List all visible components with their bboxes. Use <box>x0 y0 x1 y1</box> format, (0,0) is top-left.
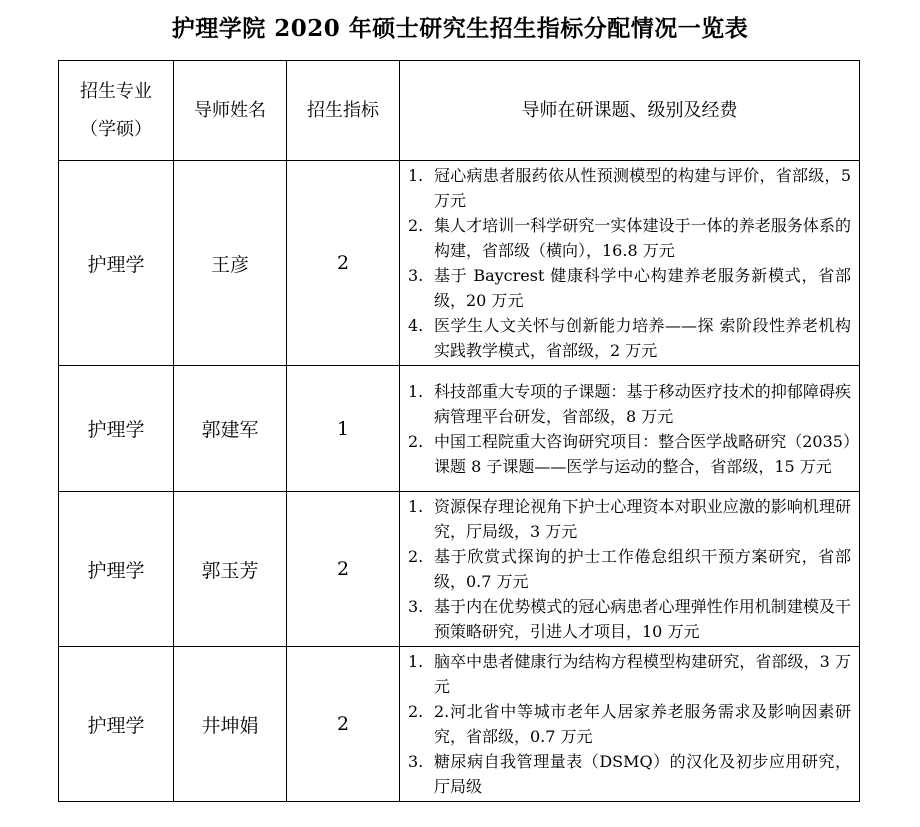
project-text: 基于 Baycrest 健康科学中心构建养老服务新模式，省部级，20 万元 <box>434 266 851 310</box>
quota-cell: 2 <box>287 161 400 366</box>
project-item <box>408 313 851 363</box>
quota-cell: 1 <box>287 366 400 492</box>
project-number: 2. <box>408 702 424 721</box>
project-item <box>408 544 851 594</box>
supervisor-cell: 井坤娟 <box>174 647 287 802</box>
major-cell: 护理学 <box>59 161 174 366</box>
project-item <box>408 213 851 263</box>
project-item <box>408 379 851 429</box>
projects-cell <box>400 492 860 647</box>
table-row <box>59 492 860 647</box>
table-row <box>59 647 860 802</box>
project-item <box>408 163 851 213</box>
document-title: 护理学院 2020 年硕士研究生招生指标分配情况一览表 <box>171 15 749 42</box>
major-cell: 护理学 <box>59 366 174 492</box>
project-number: 1. <box>408 652 424 671</box>
header-major <box>59 61 174 161</box>
project-text: 医学生人文关怀与创新能力培养——探 索阶段性养老机构实践教学模式，省部级，2 万元 <box>434 316 851 360</box>
header-major-line2: （学硕） <box>80 118 152 140</box>
header-quota: 招生指标 <box>287 61 400 161</box>
projects-cell <box>400 366 860 492</box>
project-item <box>408 699 851 749</box>
project-number: 3. <box>408 266 424 285</box>
project-number: 2. <box>408 216 424 235</box>
project-text: 资源保存理论视角下护士心理资本对职业应激的影响机理研究，厅局级，3 万元 <box>434 497 851 541</box>
project-item <box>408 494 851 544</box>
project-list <box>400 647 859 801</box>
project-list <box>400 492 859 646</box>
project-list <box>400 377 859 481</box>
project-text: 脑卒中患者健康行为结构方程模型构建研究，省部级，3 万元 <box>434 652 851 696</box>
project-number: 1. <box>408 381 424 401</box>
project-text: 科技部重大专项的子课题：基于移动医疗技术的抑郁障碍疾病管理平台研发，省部级，8 万元 <box>434 381 851 426</box>
project-text: 冠心病患者服药依从性预测模型的构建与评价，省部级，5 万元 <box>434 166 851 210</box>
project-text: 集人才培训一科学研究一实体建设于一体的养老服务体系的构建，省部级（横向），16.8 万元 <box>434 216 851 260</box>
project-number: 1. <box>408 166 424 185</box>
project-text: 糖尿病自我管理量表（DSMQ）的汉化及初步应用研究，厅局级 <box>434 752 851 796</box>
project-text: 中国工程院重大咨询研究项目：整合医学战略研究（2035）课题 8 子课题——医学与运动的整合，省部级，15 万元 <box>434 431 851 476</box>
table-row <box>59 366 860 492</box>
project-text: 基于欣赏式探询的护士工作倦怠组织干预方案研究，省部级，0.7 万元 <box>434 547 851 591</box>
quota-cell: 2 <box>287 492 400 647</box>
project-number: 2. <box>408 431 424 451</box>
project-number: 1. <box>408 497 424 516</box>
project-text: 基于内在优势模式的冠心病患者心理弹性作用机制建模及干预策略研究，引进人才项目，10 万元 <box>434 597 851 641</box>
major-cell: 护理学 <box>59 492 174 647</box>
table-header-row <box>59 61 860 161</box>
supervisor-cell: 郭玉芳 <box>174 492 287 647</box>
project-item <box>408 594 851 644</box>
project-item <box>408 649 851 699</box>
project-item <box>408 749 851 799</box>
project-item <box>408 263 851 313</box>
projects-cell <box>400 647 860 802</box>
enrollment-quota-table <box>58 60 860 802</box>
header-projects: 导师在研课题、级别及经费 <box>400 61 860 161</box>
project-text: 2.河北省中等城市老年人居家养老服务需求及影响因素研究，省部级，0.7 万元 <box>434 702 851 746</box>
project-number: 4. <box>408 316 424 335</box>
project-number: 3. <box>408 597 424 616</box>
header-major-line1: 招生专业 <box>80 80 152 102</box>
project-number: 2. <box>408 547 424 566</box>
project-list <box>400 161 859 365</box>
supervisor-cell: 郭建军 <box>174 366 287 492</box>
projects-cell <box>400 161 860 366</box>
project-item <box>408 429 851 479</box>
header-supervisor: 导师姓名 <box>174 61 287 161</box>
table-row <box>59 161 860 366</box>
project-number: 3. <box>408 752 424 771</box>
quota-cell: 2 <box>287 647 400 802</box>
supervisor-cell: 王彦 <box>174 161 287 366</box>
major-cell: 护理学 <box>59 647 174 802</box>
